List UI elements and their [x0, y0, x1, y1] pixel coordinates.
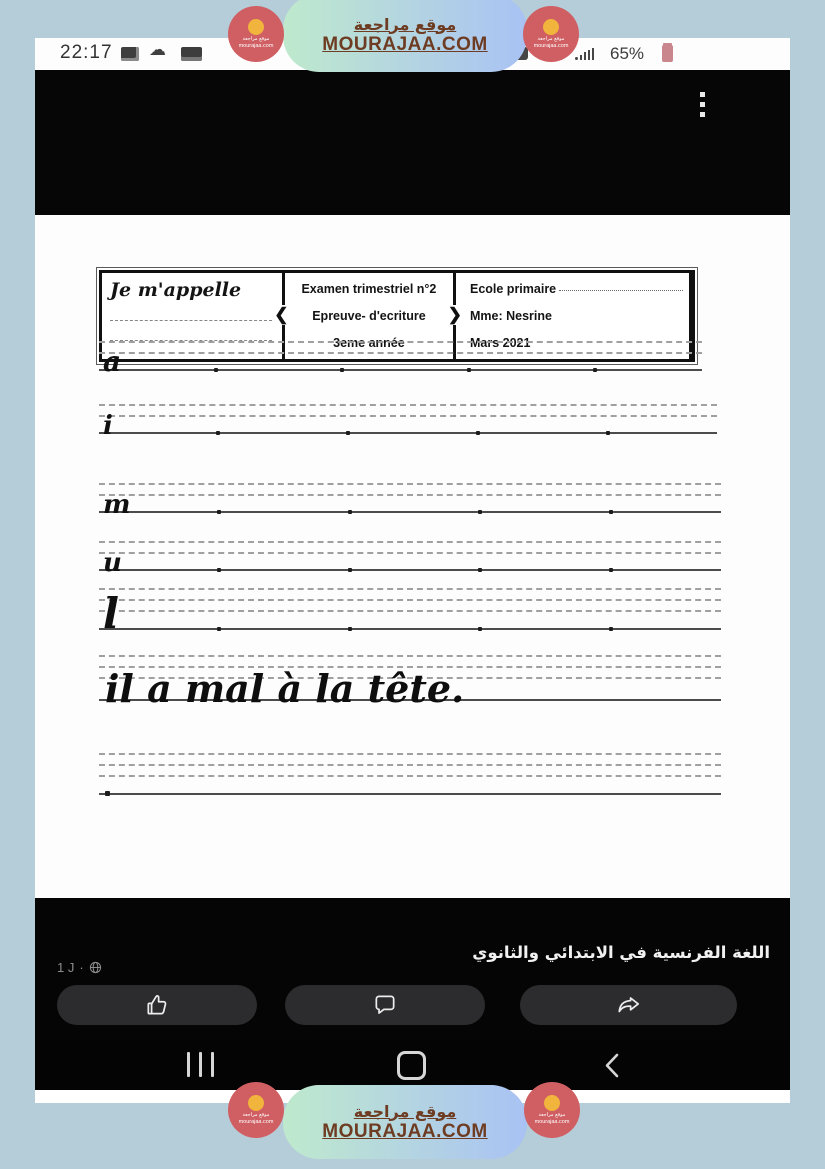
exam-date: Mars 2021 — [469, 336, 531, 350]
watermark-logo-badge — [524, 1082, 580, 1138]
name-writing-line — [110, 304, 272, 321]
watermark-site-name: موقع مراجعة — [353, 1101, 457, 1121]
post-meta — [57, 960, 102, 975]
recents-button[interactable] — [187, 1052, 214, 1077]
empty-writing-line — [99, 753, 721, 795]
more-options-icon[interactable] — [700, 92, 708, 122]
gallery-notification-icon — [121, 47, 139, 61]
exam-title: Examen trimestriel n°2 — [301, 282, 437, 296]
post-title: اللغة الفرنسية في الابتدائي والثانوي — [472, 943, 770, 962]
badge-site-name: موقع مراجعة — [538, 1112, 566, 1118]
badge-domain: mourajaa.com — [534, 1119, 570, 1125]
practice-letter-u: u — [103, 548, 122, 578]
comment-icon — [372, 992, 398, 1018]
practice-letter-l: l — [103, 589, 119, 638]
writing-line-m — [99, 483, 721, 520]
watermark-logo-badge — [228, 1082, 284, 1138]
badge-domain: mourajaa.com — [238, 1119, 274, 1125]
watermark-banner-bottom — [283, 1085, 527, 1159]
share-icon — [615, 992, 643, 1018]
back-button[interactable] — [603, 1052, 620, 1084]
meta-separator: · — [79, 960, 84, 975]
back-chevron-icon — [603, 1052, 620, 1079]
share-button[interactable] — [520, 985, 737, 1025]
dotted-leader — [559, 290, 683, 291]
badge-domain: mourajaa.com — [238, 43, 274, 49]
connector-chevron-left: ❮ — [274, 305, 289, 324]
writing-line-u — [99, 541, 721, 578]
screenshot-notification-icon — [181, 47, 202, 61]
sentence-line — [99, 655, 721, 711]
watermark-banner-top — [283, 0, 527, 72]
badge-site-name: موقع مراجعة — [242, 36, 270, 42]
watermark-site-name: موقع مراجعة — [353, 14, 457, 34]
teacher-name: Mme: Nesrine — [469, 309, 552, 323]
globe-icon — [89, 961, 102, 974]
exam-subject: Epreuve- d'ecriture — [312, 309, 426, 323]
video-player-area[interactable] — [35, 70, 790, 215]
badge-site-name: موقع مراجعة — [537, 36, 565, 42]
badge-logo-icon — [544, 1095, 560, 1111]
badge-logo-icon — [248, 19, 264, 35]
android-navigation-bar — [35, 1040, 790, 1090]
watermark-logo-badge — [523, 6, 579, 62]
battery-icon — [662, 45, 673, 62]
phone-screenshot — [35, 38, 790, 1103]
practice-letter-i: i — [103, 411, 113, 441]
watermark-domain: MOURAJAA.COM — [322, 33, 488, 55]
name-label: Je m'appelle — [110, 279, 242, 301]
watermark-logo-badge — [228, 6, 284, 62]
school-label: Ecole primaire — [469, 282, 557, 296]
weather-cloud-icon: ☁ — [149, 40, 166, 59]
writing-line-i — [99, 404, 717, 441]
practice-letter-m: m — [103, 490, 131, 520]
connector-chevron-right: ❯ — [447, 305, 462, 324]
badge-logo-icon — [543, 19, 559, 35]
name-writing-line — [110, 324, 272, 341]
comment-button[interactable] — [285, 985, 485, 1025]
battery-percentage: 65% — [610, 44, 645, 63]
post-time: 1 J — [57, 960, 75, 975]
home-button[interactable] — [397, 1051, 426, 1080]
thumbs-up-icon — [144, 992, 170, 1018]
exam-grade: 3eme année — [333, 336, 405, 350]
worksheet-document[interactable] — [35, 215, 790, 898]
practice-letter-a: a — [103, 345, 122, 378]
like-button[interactable] — [57, 985, 257, 1025]
badge-domain: mourajaa.com — [533, 43, 569, 49]
writing-line-a — [99, 341, 702, 378]
badge-logo-icon — [248, 1095, 264, 1111]
practice-sentence: il a mal à la tête. — [105, 666, 465, 711]
watermark-domain: MOURAJAA.COM — [322, 1120, 488, 1142]
badge-site-name: موقع مراجعة — [242, 1112, 270, 1118]
signal-strength-icon-2 — [575, 48, 594, 60]
clock: 22:17 — [60, 42, 113, 63]
writing-line-l — [99, 588, 721, 638]
